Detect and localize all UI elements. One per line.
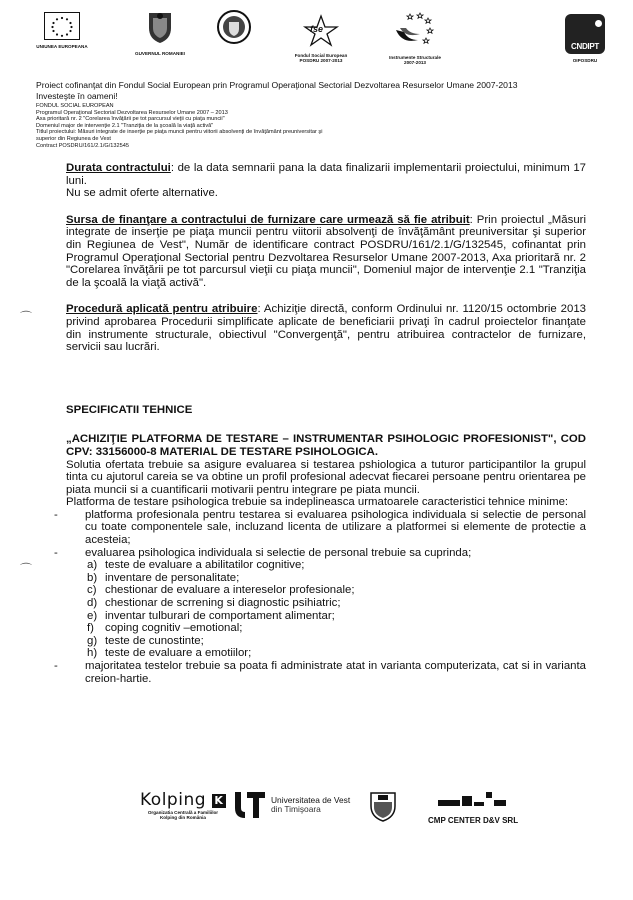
procedura-label: Procedură aplicată pentru atribuire xyxy=(66,303,258,316)
kolping-name: Kolping xyxy=(140,790,207,810)
durata-text: : de la data semnarii pana la data finalizarii implementarii proiectului, minimum 17 luni. xyxy=(66,162,586,187)
fse-caption-1: Fondul Social European xyxy=(294,53,348,58)
info-line: Titlul proiectului: Măsuri integrate de inserţie pe piaţa muncii pentru viitorii absolvenţi de învăţământ preuniversitar şi xyxy=(36,129,323,136)
list-item: - platforma profesionala pentru testarea si evaluarea psihologica individuala si selectie de personal cu toate componentele sale, incluzand licenta de utilizare a platformei si elemente de protectie a acesteia; xyxy=(66,509,586,547)
fse-logo xyxy=(284,12,358,63)
uvt-line-2: din Timişoara xyxy=(271,804,321,814)
instrumente-structurale-icon xyxy=(392,10,438,50)
project-line-2: Investeşte în oameni! xyxy=(36,90,118,101)
sublist-item: d) chestionar de scrrening si diagnostic psihiatric; xyxy=(87,597,341,610)
uvt-mark-icon xyxy=(233,790,267,818)
info-line: Axa prioritară nr. 2 "Corelarea învăţării pe tot parcursul vieţii cu piaţa muncii" xyxy=(36,116,225,123)
instrumente-structurale-logo xyxy=(380,10,450,65)
eu-logo xyxy=(30,12,94,49)
sublist-item: g) teste de cunostinte; xyxy=(87,634,204,647)
sursa-text: : Prin proiectul „Măsuri integrate de inserţie pe piaţa muncii pentru viitorii absolvenţi de învăţământ preuniversitar şi superior din Regiunea de Vest", Număr de identificare contract POSDRU/161/2.1/G/132545, cofinantat prin Programul Operaţional Sectorial pentru Dezvoltarea Resurselor Umane 2007-2013, Axa prioritară nr. 2 "Corelarea învăţării pe tot parcursul vieţii cu piaţa muncii", Domeniul major de intervenţie 2.1 "Tranziţia de la şcoală la viaţă activă". xyxy=(66,213,586,289)
sublist-item: e) inventar tulburari de comportament alimentar; xyxy=(87,609,335,622)
fse-caption-2: POSDRU 2007-2013 xyxy=(299,58,343,63)
is-caption-1: Instrumente Structurale xyxy=(389,55,441,60)
sublist-item: h) teste de evaluare a emotiilor; xyxy=(87,647,252,660)
procedura-paragraph xyxy=(66,303,586,353)
project-cofinancing-line xyxy=(36,80,606,101)
info-line: Contract POSDRU/161/2.1/G/132545 xyxy=(36,142,129,149)
procedura-text: : Achiziţie directă, conform Ordinului nr. 1120/15 octombrie 2013 privind aprobarea Procedurii simplificate aplicate de beneficiarii privaţi în cadrul proiectelor finanţate din instrumente structurale, obiectivul "Convergenţă", pentru atribuirea contractelor de furnizare, servicii sau lucrări. xyxy=(66,303,587,354)
list-item: - majoritatea testelor trebuie sa poata fi administrate atat in varianta computerizata, cat si in varianta creion-hartie. xyxy=(66,660,586,685)
sublist-item: c) chestionar de evaluare a intereselor profesionale; xyxy=(87,584,355,597)
partner-logos-footer xyxy=(0,790,633,840)
sublist-item: f) coping cognitiv –emotional; xyxy=(87,622,243,635)
list-item xyxy=(66,547,586,660)
cndipt-logo xyxy=(560,14,610,63)
alternatives-note: Nu se admit oferte alternative. xyxy=(66,187,218,200)
oiposdru-caption: OIPOSDRU xyxy=(572,58,598,63)
romania-crest-icon xyxy=(146,10,174,44)
durata-label: Durata contractului xyxy=(66,162,171,174)
spec-intro: Solutia ofertata trebuie sa asigure evaluarea si testarea pshiologica a tuturor participantilor la grupul tinta cu ajutorul careia se va obtine un profil profesional adecvat fiecarei persoane pentru orientarea pe piata muncii si a cuantificarii motivarii pentru integrare pe piata muncii. xyxy=(66,458,586,496)
spec-intro-2: Platforma de testare psihologica trebuie sa indeplineasca urmatoarele caracteristici tehnice minime: xyxy=(66,496,569,509)
ministry-seal xyxy=(214,10,254,51)
kolping-logo xyxy=(140,790,226,820)
list-item-text: evaluarea psihologica individuala si selectie de personal trebuie sa cuprinda; xyxy=(85,546,472,559)
document-body xyxy=(66,162,586,685)
project-info-block xyxy=(36,103,376,149)
gov-caption: GUVERNUL ROMANIEI xyxy=(135,51,185,56)
kolping-k-icon: K xyxy=(212,794,226,808)
spec-heading: SPECIFICATII TEHNICE xyxy=(66,403,193,416)
project-line-1: Proiect cofinanţat din Fondul Social European prin Programul Operaţional Sectorial Dezvoltarea Resurselor Umane 2007-2013 xyxy=(36,80,518,90)
sursa-paragraph xyxy=(66,214,586,290)
info-line: FONDUL SOCIAL EUROPEAN xyxy=(36,103,114,109)
uvt-line-1: Universitatea de Vest xyxy=(271,795,351,805)
cmp-name: CMP CENTER D&V SRL xyxy=(428,816,519,825)
info-line: superior din Regiunea de Vest xyxy=(36,135,111,142)
sublist-item: a) teste de evaluare a abilitatilor cognitive; xyxy=(87,559,305,572)
sublist-item: b) inventare de personalitate; xyxy=(87,571,240,584)
cndipt-label: CNDIPT xyxy=(571,42,599,51)
requirements-list xyxy=(66,509,586,685)
durata-paragraph xyxy=(66,162,586,187)
margin-mark: ⌒ xyxy=(20,562,33,576)
gov-logo xyxy=(128,10,192,56)
spec-title: „ACHIZIŢIE PLATFORMA DE TESTARE – INSTRUMENTAR PSIHOLOGIC PROFESIONIST", COD CPV: 33156000-8 MATERIAL DE TESTARE PSIHOLOGICA. xyxy=(66,433,586,458)
fse-mark: fse xyxy=(310,24,324,34)
kolping-sub-2: Kolping din România xyxy=(159,815,206,821)
cmp-mark-icon xyxy=(438,790,508,808)
eu-flag-icon xyxy=(44,12,80,40)
logo-header xyxy=(0,10,633,72)
is-caption-2: 2007-2013 xyxy=(404,60,426,65)
margin-mark: ⌒ xyxy=(20,310,33,324)
info-line: Domeniul major de intervenţie 2.1 "Tranziţia de la şcoală la viaţă activă" xyxy=(36,122,214,129)
evaluation-sublist xyxy=(85,559,586,660)
kolping-sub-1: Organizatia Centrală a Familiilor xyxy=(147,810,219,815)
ministry-seal-icon xyxy=(217,10,251,44)
cmp-center-logo xyxy=(428,790,518,825)
info-line: Programul Operaţional Sectorial Dezvoltarea Resurselor Umane 2007 – 2013 xyxy=(36,109,228,116)
timis-crest-icon xyxy=(368,790,398,822)
eu-caption: UNIUNEA EUROPEANA xyxy=(36,44,88,49)
cndipt-badge-icon xyxy=(565,14,605,54)
sursa-label: Sursa de finanţare a contractului de furnizare care urmează să fie atribuit xyxy=(66,213,470,226)
